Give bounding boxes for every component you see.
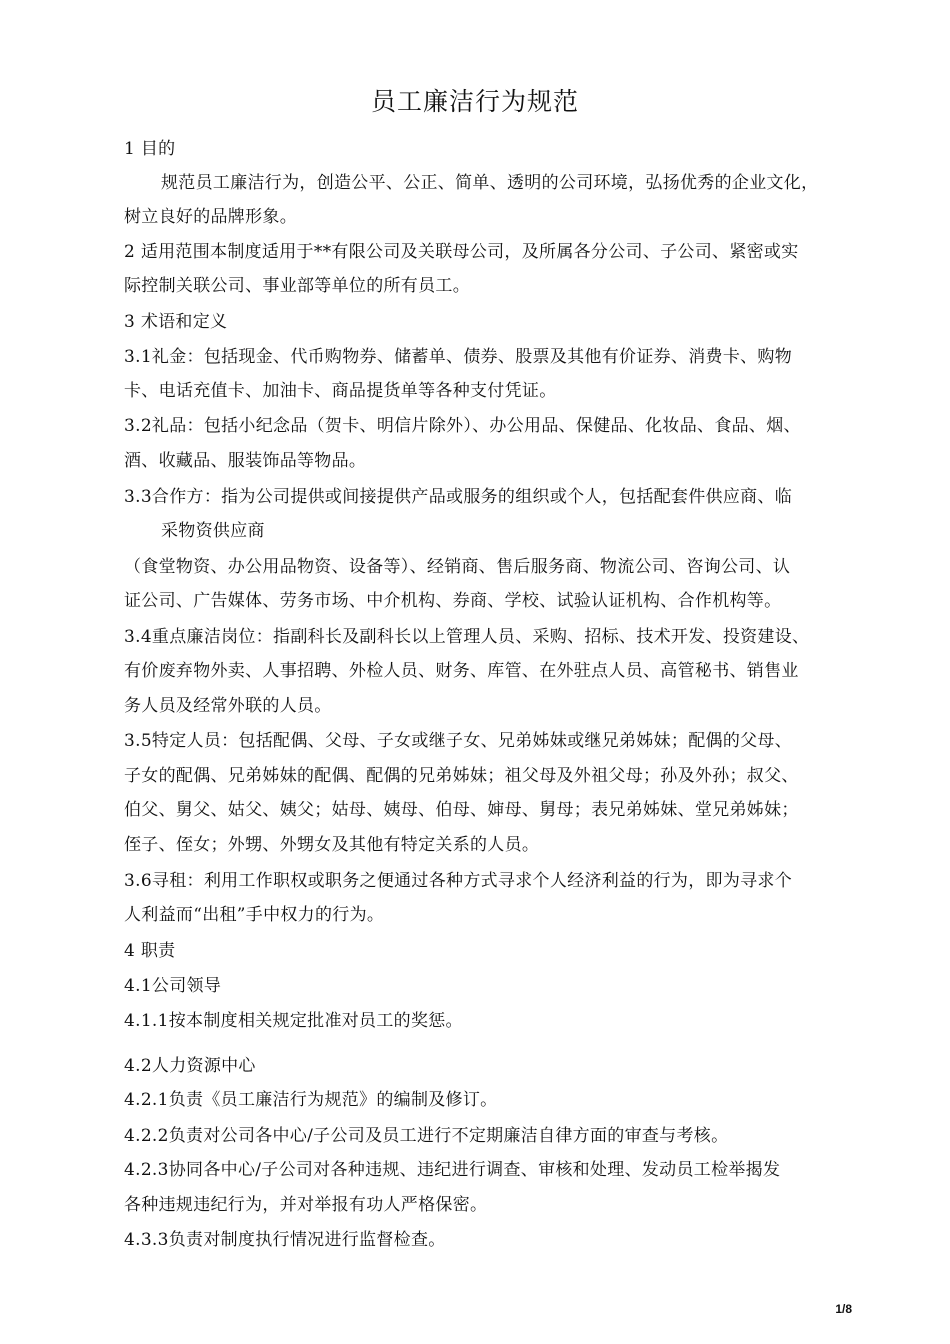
paragraph-line: 人利益而“出租”手中权力的行为。 [124, 905, 385, 925]
paragraph-line: （食堂物资、办公用品物资、设备等）、经销商、售后服务商、物流公司、咨询公司、认 [124, 557, 791, 577]
paragraph-line: 证公司、广告媒体、劳务市场、中介机构、券商、学校、试验认证机构、合作机构等。 [124, 591, 782, 611]
paragraph-line: 卡、电话充值卡、加油卡、商品提货单等各种支付凭证。 [124, 381, 557, 401]
paragraph-line: 树立良好的品牌形象。 [124, 207, 297, 227]
document-title: 员工廉洁行为规范 [370, 87, 579, 116]
paragraph-line: 3.6寻租：利用工作职权或职务之便通过各种方式寻求个人经济利益的行为，即为寻求个 [124, 871, 793, 891]
paragraph-line: 4.2.2负责对公司各中心/子公司及员工进行不定期廉洁自律方面的审查与考核。 [124, 1126, 729, 1146]
paragraph-line: 规范员工廉洁行为，创造公平、公正、简单、透明的公司环境，弘扬优秀的企业文化， [161, 173, 819, 193]
paragraph-line: 3.5特定人员：包括配偶、父母、子女或继子女、兄弟姊妹或继兄弟姊妹；配偶的父母、 [124, 731, 793, 751]
paragraph-line: 4.2.3协同各中心/子公司对各种违规、违纪进行调查、审核和处理、发动员工检举揭发 [124, 1160, 781, 1180]
paragraph-line: 采物资供应商 [161, 521, 265, 541]
paragraph-line: 3.4重点廉洁岗位：指副科长及副科长以上管理人员、采购、招标、技术开发、投资建设、 [124, 627, 810, 647]
paragraph-line: 侄子、侄女；外甥、外甥女及其他有特定关系的人员。 [124, 835, 540, 855]
section-heading: 3 术语和定义 [124, 312, 228, 332]
paragraph-line: 有价废弃物外卖、人事招聘、外检人员、财务、库管、在外驻点人员、高管秘书、销售业 [124, 661, 799, 681]
page-number: 1/8 [835, 1302, 852, 1316]
section-heading: 1 目的 [124, 139, 176, 159]
paragraph-line: 4.2.1负责《员工廉洁行为规范》的编制及修订。 [124, 1090, 498, 1110]
paragraph-line: 3.3合作方：指为公司提供或间接提供产品或服务的组织或个人，包括配套件供应商、临 [124, 487, 793, 507]
paragraph-line: 酒、收藏品、服装饰品等物品。 [124, 451, 367, 471]
paragraph-line: 4.3.3负责对制度执行情况进行监督检查。 [124, 1230, 446, 1250]
section-heading: 4 职责 [124, 941, 176, 961]
paragraph-line: 3.1礼金：包括现金、代币购物券、储蓄单、债券、股票及其他有价证券、消费卡、购物 [124, 347, 793, 367]
subsection-heading: 4.1公司领导 [124, 976, 222, 996]
paragraph-line: 务人员及经常外联的人员。 [124, 696, 332, 716]
paragraph-line: 3.2礼品：包括小纪念品（贺卡、明信片除外）、办公用品、保健品、化妆品、食品、烟、 [124, 416, 801, 436]
paragraph-line: 子女的配偶、兄弟姊妹的配偶、配偶的兄弟姊妹；祖父母及外祖父母；孙及外孙；叔父、 [124, 766, 799, 786]
subsection-heading: 4.2人力资源中心 [124, 1056, 256, 1076]
paragraph-line: 际控制关联公司、事业部等单位的所有员工。 [124, 276, 470, 296]
paragraph-line: 各种违规违纪行为，并对举报有功人严格保密。 [124, 1195, 488, 1215]
paragraph-line: 4.1.1按本制度相关规定批准对员工的奖惩。 [124, 1011, 463, 1031]
paragraph-line: 伯父、舅父、姑父、姨父；姑母、姨母、伯母、婶母、舅母；表兄弟姊妹、堂兄弟姊妹； [124, 800, 799, 820]
paragraph-line: 2 适用范围本制度适用于**有限公司及关联母公司，及所属各分公司、子公司、紧密或实 [124, 242, 799, 262]
